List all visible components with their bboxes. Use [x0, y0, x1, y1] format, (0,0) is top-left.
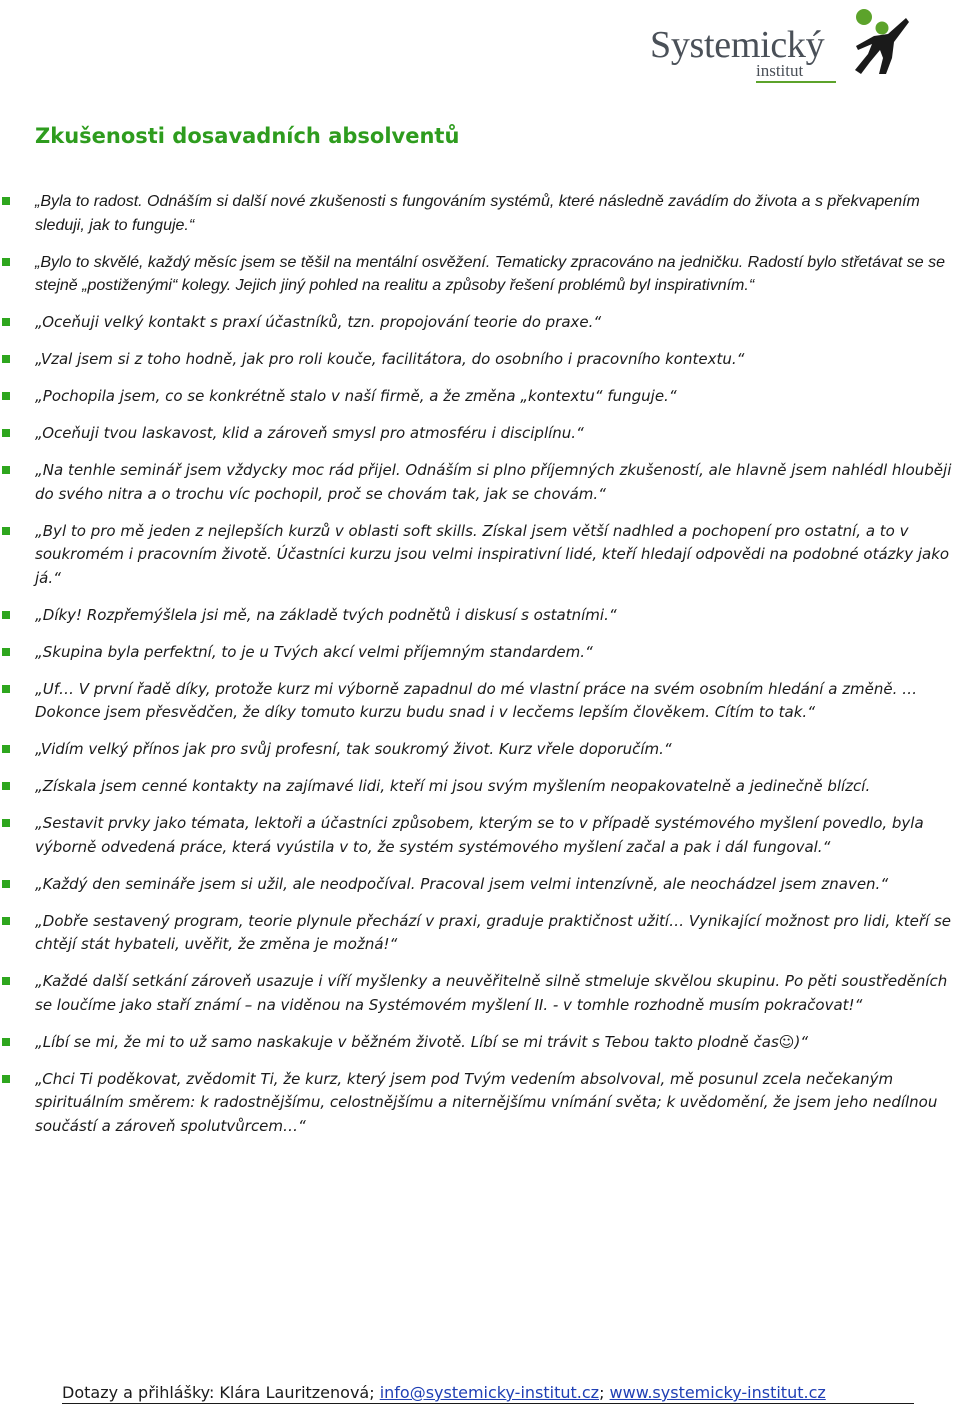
testimonial-item	[0, 604, 960, 628]
bullet-icon	[2, 611, 10, 619]
testimonial-text: „Oceňuji tvou laskavost, klid a zároveň smysl pro atmosféru i disciplínu.“	[35, 424, 584, 442]
testimonial-text: „Byl to pro mě jeden z nejlepších kurzů v oblasti soft skills. Získal jsem větší nadhled a pochopení pro ostatní, a to v soukromém i pracovním životě. Účastníci kurzu jsou velmi inspirativní lidé, kteří hledají odpovědi na podobné otázky jako já.“	[35, 521, 950, 587]
bullet-icon	[2, 880, 10, 888]
bullet-icon	[2, 258, 10, 266]
testimonial-text: „Díky! Rozpřemýšlela jsi mě, na základě tvých podnětů i diskusí s ostatními.“	[35, 605, 617, 624]
testimonial-item	[0, 738, 960, 762]
bullet-icon	[2, 355, 10, 363]
bullet-icon	[2, 466, 10, 474]
contact-footer	[62, 1383, 914, 1404]
testimonial-item	[0, 1068, 960, 1139]
testimonial-item	[0, 775, 960, 799]
testimonial-item	[0, 459, 960, 506]
testimonial-item	[0, 641, 960, 665]
testimonial-item	[0, 520, 960, 591]
bullet-icon	[2, 782, 10, 790]
logo-wordmark: Systemický	[650, 24, 825, 66]
bullet-icon	[2, 1075, 10, 1083]
testimonials-list	[0, 190, 960, 1152]
testimonial-text: „Skupina byla perfektní, to je u Tvých akcí velmi příjemným standardem.“	[35, 642, 593, 661]
bullet-icon	[2, 429, 10, 437]
testimonial-text: „Vzal jsem si z toho hodně, jak pro roli kouče, facilitátora, do osobního i pracovního kontextu.“	[35, 350, 745, 368]
page-title: Zkušenosti dosavadních absolventů	[35, 124, 460, 148]
testimonial-text: „Uf… V první řadě díky, protože kurz mi výborně zapadnul do mé vlastní práce na svém osobním hledání a změně. … Dokonce jsem přesvědčen, že díky tomuto kurzu budu snad i v lecčems lepším člověkem. Cítím to tak.“	[35, 679, 918, 721]
testimonial-item	[0, 190, 960, 237]
testimonial-text: „Vidím velký přínos jak pro svůj profesní, tak soukromý život. Kurz vřele doporučím.“	[35, 740, 672, 758]
testimonial-text: „Bylo to skvělé, každý měsíc jsem se těšil na mentální osvěžení. Tematicky zpracováno na jedničku. Radostí bylo střetávat se se stejně „postiženými“ kolegy. Jejich jiný pohled na realitu a způsoby řešení problémů byl inspirativním.“	[35, 253, 946, 294]
testimonial-text: „Dobře sestavený program, teorie plynule přechází v praxi, graduje praktičnost užití… Vynikající možnost pro lidi, kteří se chtějí stát hybateli, uvěřit, že změna je možná!“	[35, 911, 952, 953]
footer-separator: ;	[599, 1383, 610, 1402]
testimonial-item	[0, 311, 960, 335]
testimonial-text: „Oceňuji velký kontakt s praxí účastníků, tzn. propojování teorie do praxe.“	[35, 313, 602, 331]
footer-contact-label: Dotazy a přihlášky: Klára Lauritzenová;	[62, 1383, 380, 1402]
bullet-icon	[2, 197, 10, 205]
testimonial-text: „Každé další setkání zároveň usazuje i víří myšlenky a neuvěřitelně silně stmeluje skvělou skupinu. Po pěti soustředěních se loučíme jako staří známí – na viděnou na Systémovém myšlení II. - v tomhle rozhodně musím pokračovat!“	[35, 972, 948, 1014]
systemicky-institut-logo	[648, 6, 910, 80]
bullet-icon	[2, 917, 10, 925]
bullet-icon	[2, 977, 10, 985]
testimonial-text: „Chci Ti poděkovat, zvědomit Ti, že kurz, který jsem pod Tvým vedením absolvoval, mě posunul zcela nečekaným spirituálním směrem: k radostnějšímu, celostnějšímu a niternějšímu vnímání světa; k uvědomění, že jsem jeho nedílnou součástí a zároveň spolutvůrcem…“	[35, 1069, 938, 1135]
testimonial-text: „Každý den semináře jsem si užil, ale neodpočíval. Pracoval jsem velmi intenzívně, ale neochádzel jsem znaven.“	[35, 874, 889, 893]
logo-subtitle: institut	[756, 61, 804, 80]
bullet-icon	[2, 527, 10, 535]
testimonial-item	[0, 812, 960, 859]
bullet-icon	[2, 685, 10, 693]
testimonial-item	[0, 348, 960, 372]
bullet-icon	[2, 745, 10, 753]
bullet-icon	[2, 392, 10, 400]
testimonial-item	[0, 422, 960, 446]
testimonial-item	[0, 910, 960, 957]
testimonial-text: „Líbí se mi, že mi to už samo naskakuje v běžném životě. Líbí se mi trávit s Tebou takto plodně čas☺)“	[35, 1032, 809, 1051]
bullet-icon	[2, 819, 10, 827]
person-figure-icon	[848, 6, 910, 76]
testimonial-item	[0, 678, 960, 725]
testimonial-text: „Sestavit prvky jako témata, lektoři a účastníci způsobem, kterým se to v případě systémového myšlení povedlo, byla výborně odvedená práce, která vyústila v to, že systém systémového myšlení začal a pak i dál fungoval.“	[35, 814, 924, 856]
testimonial-item	[0, 1031, 960, 1055]
testimonial-text: „Byla to radost. Odnáším si další nové zkušenosti s fungováním systémů, které následně zavádím do života a s překvapením sleduji, jak to funguje.“	[35, 193, 920, 234]
testimonial-item	[0, 970, 960, 1017]
testimonial-item	[0, 251, 960, 298]
bullet-icon	[2, 648, 10, 656]
testimonial-text: „Získala jsem cenné kontakty na zajímavé lidi, kteří mi jsou svým myšlením neopakovatelně a jedinečně blízcí.	[35, 777, 871, 795]
testimonial-text: „Pochopila jsem, co se konkrétně stalo v naší firmě, a že změna „kontextu“ funguje.“	[35, 387, 677, 405]
testimonial-item	[0, 385, 960, 409]
testimonial-item	[0, 873, 960, 897]
website-link[interactable]: www.systemicky-institut.cz	[609, 1383, 826, 1402]
logo-underline	[756, 81, 836, 83]
bullet-icon	[2, 1038, 10, 1046]
bullet-icon	[2, 318, 10, 326]
email-link[interactable]: info@systemicky-institut.cz	[379, 1383, 600, 1402]
testimonial-text: „Na tenhle seminář jsem vždycky moc rád přijel. Odnáším si plno příjemných zkušeností, ale hlavně jsem nahlédl hlouběji do svého nitra a o trochu víc pochopil, proč se chovám tak, jak se chovám.“	[35, 461, 952, 503]
